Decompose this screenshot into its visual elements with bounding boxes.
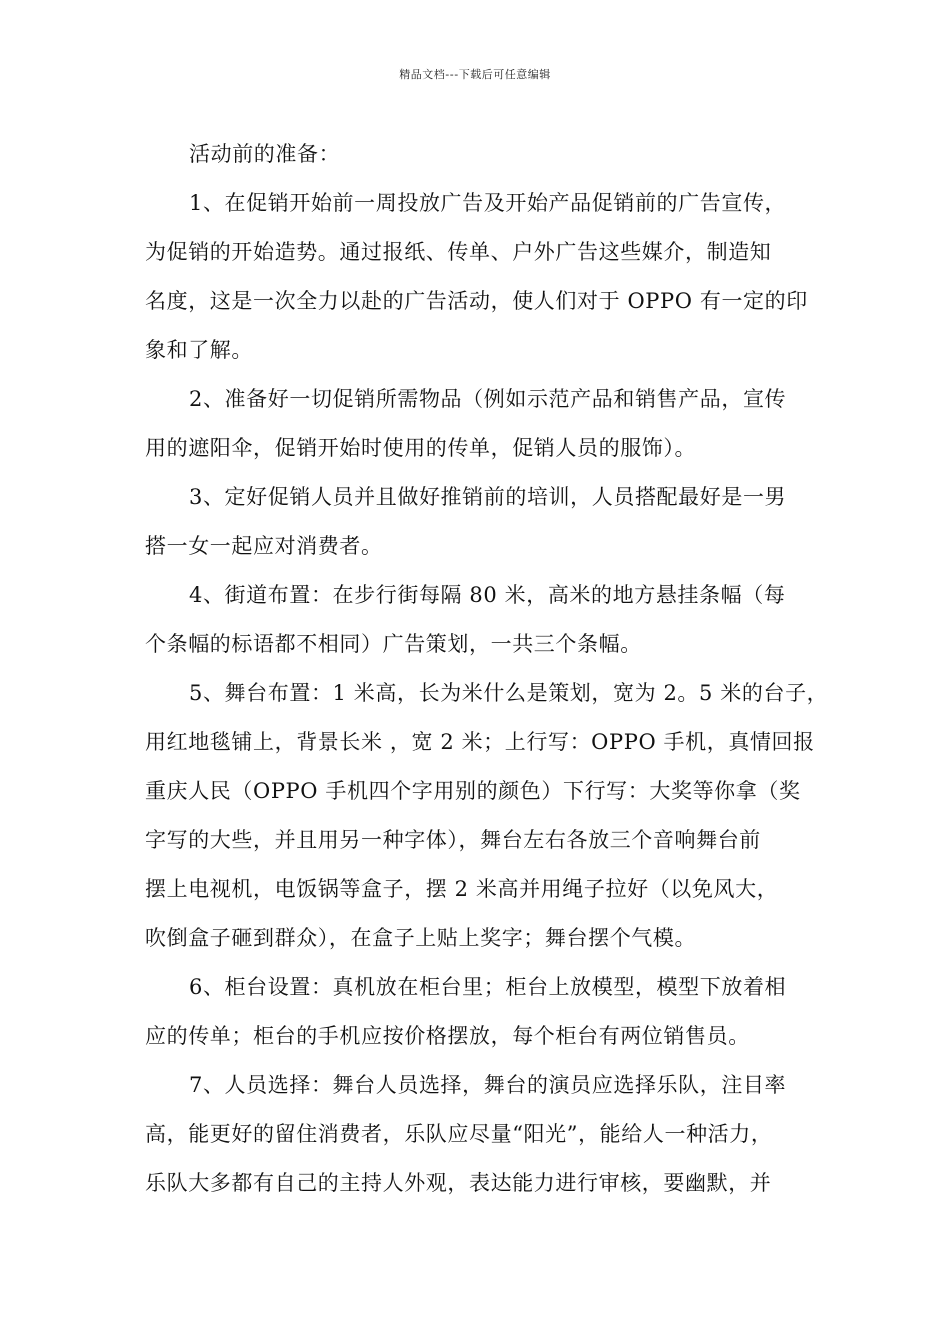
text-line: 字写的大些，并且用另一种字体），舞台左右各放三个音响舞台前 xyxy=(145,828,761,852)
text-line: 搭一女一起应对消费者。 xyxy=(145,534,383,558)
text-line: 为促销的开始造势。通过报纸、传单、户外广告这些媒介，制造知 xyxy=(145,240,772,264)
text-line: 高，能更好的留住消费者，乐队应尽量“阳光”，能给人一种活力， xyxy=(145,1122,773,1146)
text-line: 4、街道布置：在步行街每隔 80 米，高米的地方悬挂条幅（每 xyxy=(189,583,786,607)
text-line: 用的遮阳伞，促销开始时使用的传单，促销人员的服饰）。 xyxy=(145,436,697,460)
text-line: 个条幅的标语都不相同）广告策划，一共三个条幅。 xyxy=(145,632,642,656)
text-line: 应的传单；柜台的手机应按价格摆放，每个柜台有两位销售员。 xyxy=(145,1024,750,1048)
text-line: 乐队大多都有自己的主持人外观，表达能力进行审核，要幽默，并 xyxy=(145,1171,772,1195)
section-heading: 活动前的准备： xyxy=(189,142,341,166)
text-line: 5、舞台布置：1 米高，长为米什么是策划，宽为 2。5 米的台子， xyxy=(189,681,829,705)
text-line: 重庆人民（OPPO 手机四个字用别的颜色）下行写：大奖等你拿（奖 xyxy=(145,779,801,803)
text-line: 摆上电视机，电饭锅等盒子，摆 2 米高并用绳子拉好（以免风大， xyxy=(145,877,779,901)
text-line: 用红地毯铺上，背景长米 ，宽 2 米；上行写：OPPO 手机，真情回报 xyxy=(145,730,815,754)
text-line: 2、准备好一切促销所需物品（例如示范产品和销售产品，宣传 xyxy=(189,387,787,411)
text-line: 7、人员选择：舞台人员选择，舞台的演员应选择乐队，注目率 xyxy=(189,1073,787,1097)
text-line: 吹倒盒子砸到群众），在盒子上贴上奖字；舞台摆个气模。 xyxy=(145,926,697,950)
text-line: 6、柜台设置：真机放在柜台里；柜台上放模型，模型下放着相 xyxy=(189,975,787,999)
text-line: 象和了解。 xyxy=(145,338,253,362)
document-body xyxy=(145,130,835,1208)
text-line: 名度，这是一次全力以赴的广告活动，使人们对于 OPPO 有一定的印 xyxy=(145,289,808,313)
page-header: 精品文档---下载后可任意编辑 xyxy=(399,68,551,81)
text-line: 1、在促销开始前一周投放广告及开始产品促销前的广告宣传， xyxy=(189,191,787,215)
text-line: 3、定好促销人员并且做好推销前的培训，人员搭配最好是一男 xyxy=(189,485,787,509)
